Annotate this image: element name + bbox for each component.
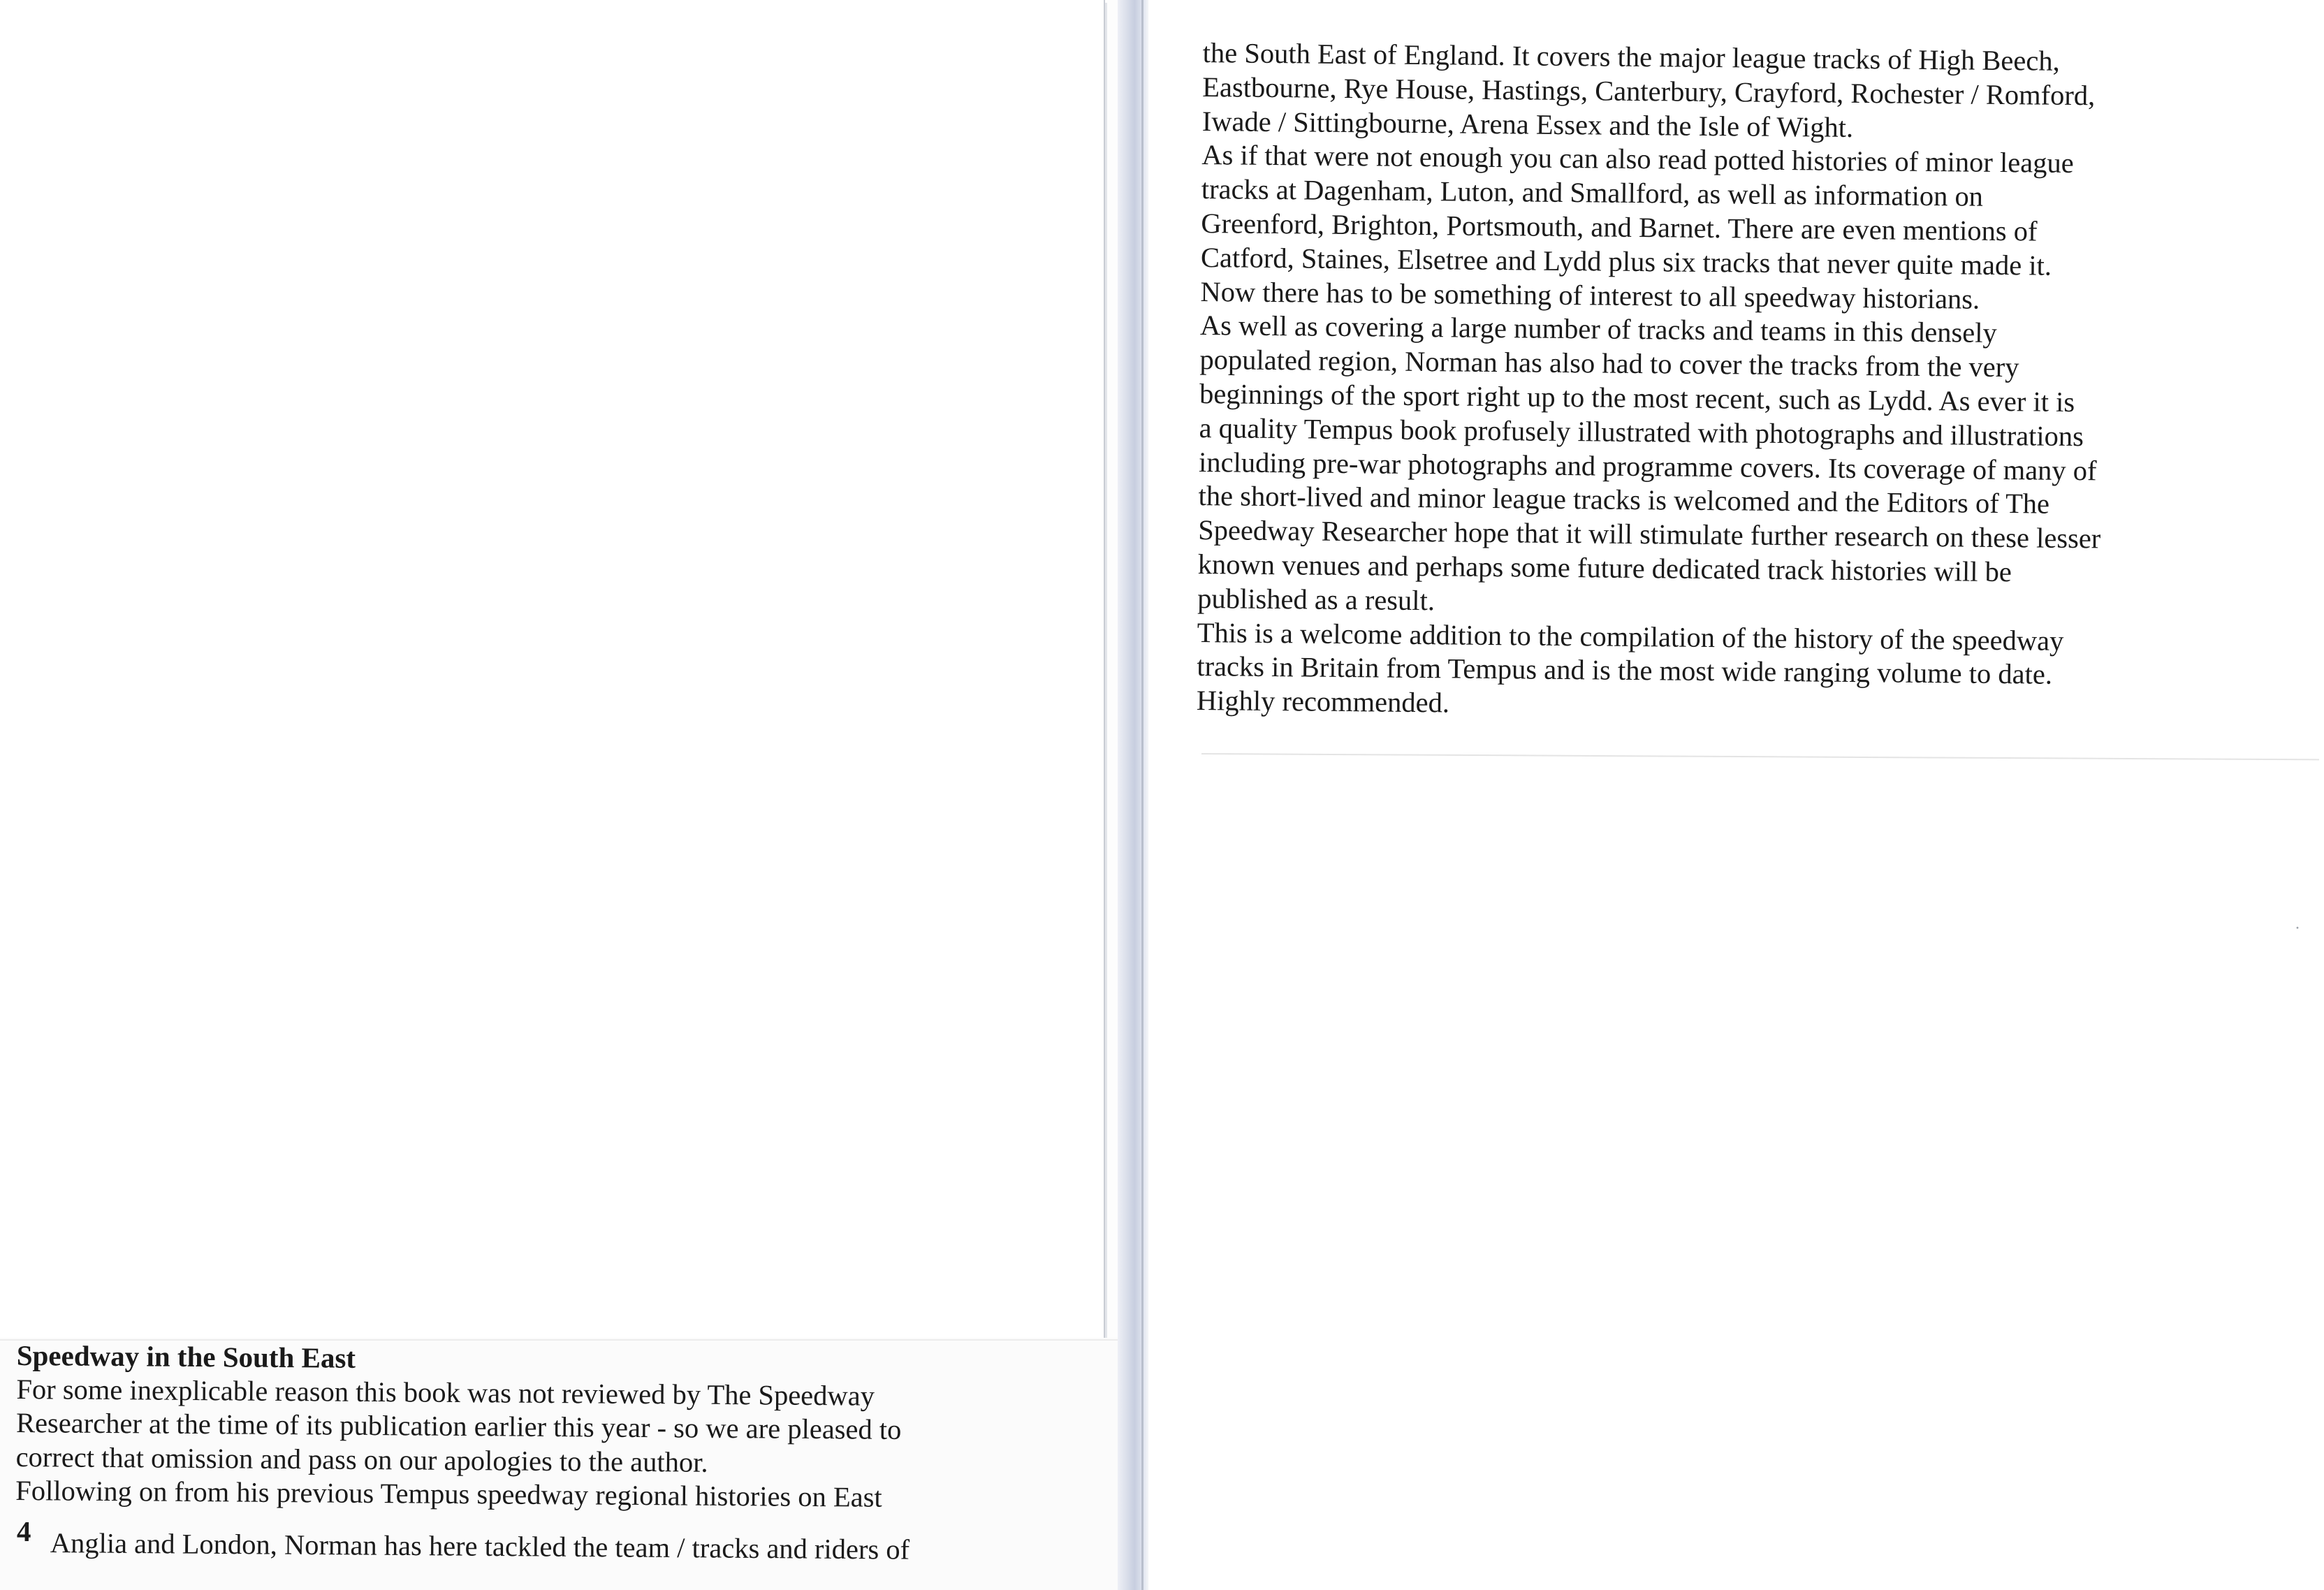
text-line: correct that omission and pass on our apologies to the author. (15, 1441, 708, 1478)
book-gutter (1118, 0, 1148, 1590)
text-line: the short-lived and minor league tracks is welcomed and the Editors of The (1198, 480, 2050, 520)
review-text-right (1197, 36, 2293, 729)
text-line: published as a result. (1197, 582, 1435, 616)
text-line: Following on from his previous Tempus speedway regional histories on East (15, 1475, 882, 1514)
text-line: populated region, Norman has also had to cover the tracks from the very (1199, 344, 2019, 384)
text-line: known venues and perhaps some future dedicated track histories will be (1197, 548, 2012, 588)
text-line: Eastbourne, Rye House, Hastings, Canterbury, Crayford, Rochester / Romford, (1202, 71, 2096, 112)
text-line: Highly recommended. (1196, 685, 1450, 719)
gutter-fold-line (1141, 0, 1143, 1590)
text-line: tracks at Dagenham, Luton, and Smallford, as well as information on (1201, 173, 1984, 212)
text-line: Catford, Staines, Elsetree and Lydd plus six tracks that never quite made it. (1200, 241, 2052, 282)
text-line: Greenford, Brighton, Portsmouth, and Barnet. There are even mentions of (1201, 207, 2038, 247)
page-number: 4 (16, 1515, 31, 1548)
text-line-last: Anglia and London, Norman has here tackled the team / tracks and riders of (50, 1527, 910, 1566)
text-line: Speedway Researcher hope that it will stimulate further research on these lesser (1198, 514, 2101, 555)
text-line: Now there has to be something of interest to all speedway historians. (1200, 275, 1980, 315)
text-line: a quality Tempus book profusely illustrated with photographs and illustrations (1199, 411, 2084, 452)
text-line: tracks in Britain from Tempus and is the most wide ranging volume to date. (1197, 650, 2053, 691)
text-line: This is a welcome addition to the compilation of the history of the speedway (1197, 616, 2064, 657)
text-line: beginnings of the sport right up to the most recent, such as Lydd. As ever it is (1199, 377, 2075, 418)
left-page-blank-area (0, 0, 1104, 1338)
text-line: including pre-war photographs and programme covers. Its coverage of many of (1198, 446, 2097, 486)
scan-speck: · (2295, 919, 2300, 938)
review-text-left (15, 1339, 1079, 1517)
text-line: For some inexplicable reason this book was not reviewed by The Speedway (16, 1373, 875, 1412)
text-line: Researcher at the time of its publication earlier this year - so we are pleased to (15, 1407, 902, 1446)
text-line: As well as covering a large number of tracks and teams in this densely (1199, 309, 1998, 349)
text-line: As if that were not enough you can also read potted histories of minor league (1201, 139, 2074, 180)
review-title: Speedway in the South East (16, 1339, 356, 1374)
text-line: Iwade / Sittingbourne, Arena Essex and the Isle of Wight. (1201, 105, 1854, 143)
text-line: the South East of England. It covers the major league tracks of High Beech, (1202, 36, 2060, 77)
